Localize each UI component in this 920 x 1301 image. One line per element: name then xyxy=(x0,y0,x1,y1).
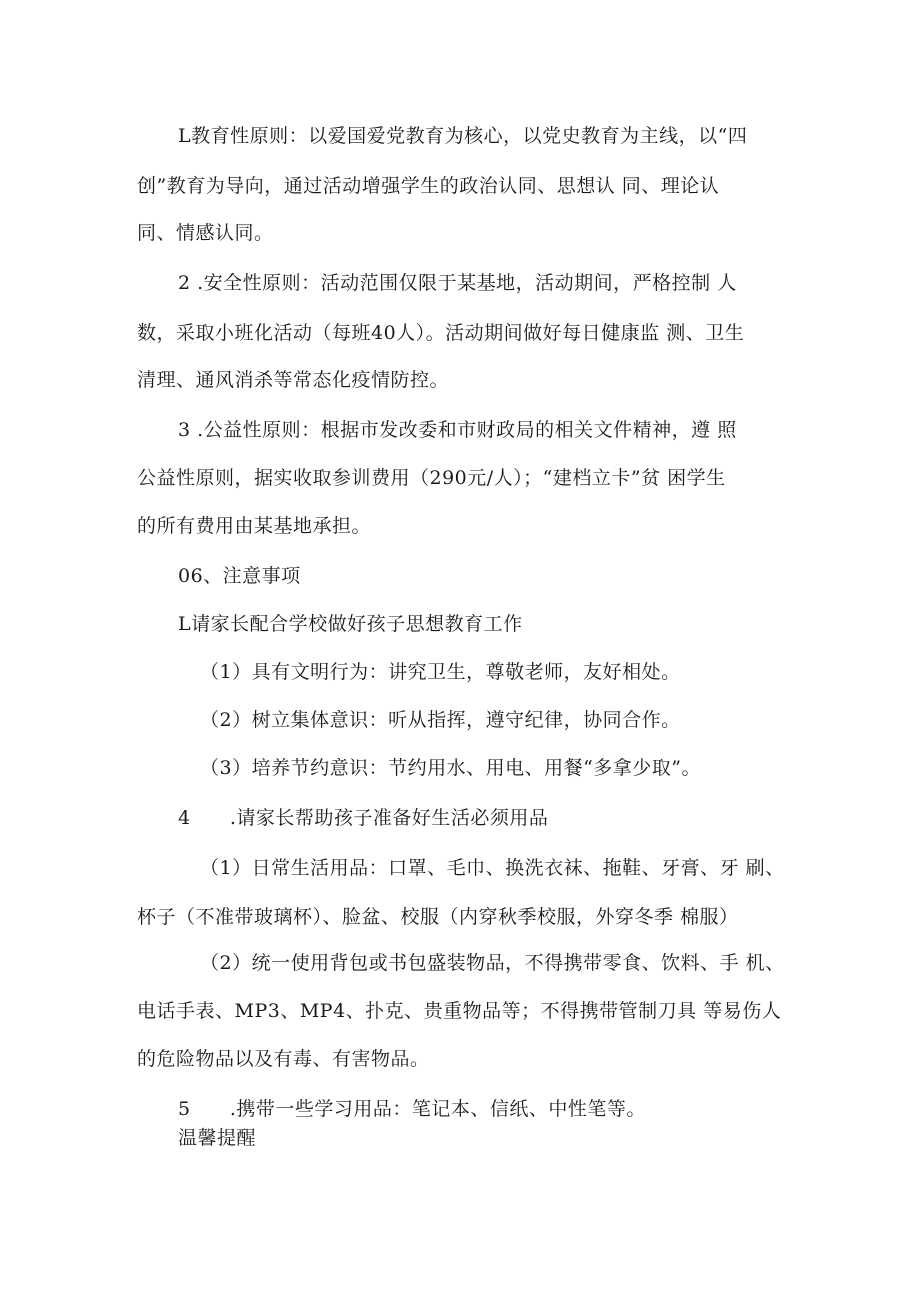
paragraph-line-6: 清理、通风消杀等常态化疫情防控。 xyxy=(137,369,450,391)
paragraph-line-3: 同、情感认同。 xyxy=(137,222,274,244)
paragraph-line-15: 4 .请家长帮助孩子准备好生活必须用品 xyxy=(178,807,549,829)
list-item-5: （2）统一使用背包或书包盛装物品，不得携带零食、饮料、手 机、 xyxy=(200,952,785,974)
paragraph-line-9: 的所有费用由某基地承担。 xyxy=(137,515,372,537)
paragraph-line-2: 创”教育为导向，通过活动增强学生的政治认同、思想认 同、理论认 xyxy=(137,175,720,197)
paragraph-line-7: 3 .公益性原则：根据市发改委和市财政局的相关文件精神，遵 照 xyxy=(178,419,737,441)
paragraph-line-11: L请家长配合学校做好孩子思想教育工作 xyxy=(178,613,523,635)
list-item-4: （1）日常生活用品：口罩、毛巾、换洗衣袜、拖鞋、牙膏、牙 刷、 xyxy=(200,857,785,879)
paragraph-line-20: 的危险物品以及有毒、有害物品。 xyxy=(137,1048,430,1070)
paragraph-line-1: L教育性原则：以爱国爱党教育为核心，以党史教育为主线，以“四 xyxy=(178,125,748,147)
paragraph-line-8: 公益性原则，据实收取参训费用（290元/人）；“建档立卡”贫 困学生 xyxy=(137,467,726,489)
paragraph-line-21: 5 .携带一些学习用品：笔记本、信纸、中性笔等。 xyxy=(178,1098,646,1120)
closing-heading: 温馨提醒 xyxy=(178,1127,257,1149)
list-item-2: （2）树立集体意识：听从指挥，遵守纪律，协同合作。 xyxy=(200,709,681,731)
paragraph-line-17: 杯子（不准带玻璃杯）、脸盆、校服（内穿秋季校服，外穿冬季 棉服） xyxy=(137,906,739,928)
list-item-3: （3）培养节约意识：节约用水、用电、用餐“多拿少取”。 xyxy=(200,757,702,779)
paragraph-line-4: 2 .安全性原则：活动范围仅限于某基地，活动期间，严格控制 人 xyxy=(178,272,737,294)
list-item-1: （1）具有文明行为：讲究卫生，尊敬老师，友好相处。 xyxy=(200,661,681,683)
section-heading-notes: 06、注意事项 xyxy=(178,565,301,587)
paragraph-line-5: 数，采取小班化活动（每班40人）。活动期间做好每日健康监 测、卫生 xyxy=(137,322,745,344)
paragraph-line-19: 电话手表、MP3、MP4、扑克、贵重物品等；不得携带管制刀具 等易伤人 xyxy=(137,1000,782,1022)
